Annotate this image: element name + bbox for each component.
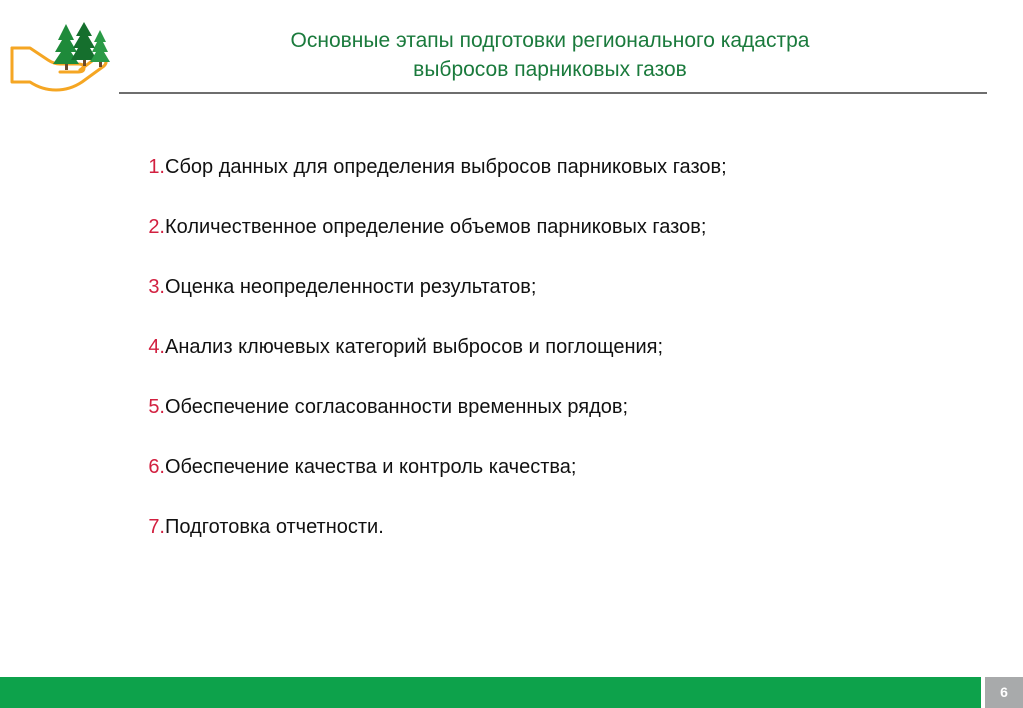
step-number: 1. — [148, 156, 165, 178]
list-item — [120, 152, 727, 212]
step-number: 5. — [148, 396, 165, 418]
step-text: Обеспечение согласованности временных рядов; — [165, 396, 629, 418]
step-number: 6. — [148, 456, 165, 478]
list-item — [120, 332, 727, 392]
footer-bar — [0, 677, 981, 708]
list-item — [120, 512, 727, 572]
hand-with-trees-icon — [8, 18, 110, 94]
steps-list — [120, 152, 727, 572]
title-line-2: выбросов парниковых газов — [413, 58, 687, 81]
list-item — [120, 392, 727, 452]
title-line-1: Основные этапы подготовки регионального кадастра — [290, 29, 810, 52]
title-divider — [119, 92, 987, 94]
step-number: 3. — [148, 276, 165, 298]
step-text: Обеспечение качества и контроль качества; — [165, 456, 577, 478]
step-number: 2. — [148, 216, 165, 238]
page-title — [180, 26, 920, 84]
step-text: Сбор данных для определения выбросов парниковых газов; — [165, 156, 727, 178]
list-item — [120, 272, 727, 332]
step-text: Подготовка отчетности. — [165, 516, 384, 538]
step-text: Количественное определение объемов парниковых газов; — [165, 216, 707, 238]
list-item — [120, 452, 727, 512]
step-number: 7. — [148, 516, 165, 538]
page-number: 6 — [985, 677, 1023, 708]
step-number: 4. — [148, 336, 165, 358]
list-item — [120, 212, 727, 272]
step-text: Анализ ключевых категорий выбросов и поглощения; — [165, 336, 664, 358]
step-text: Оценка неопределенности результатов; — [165, 276, 537, 298]
